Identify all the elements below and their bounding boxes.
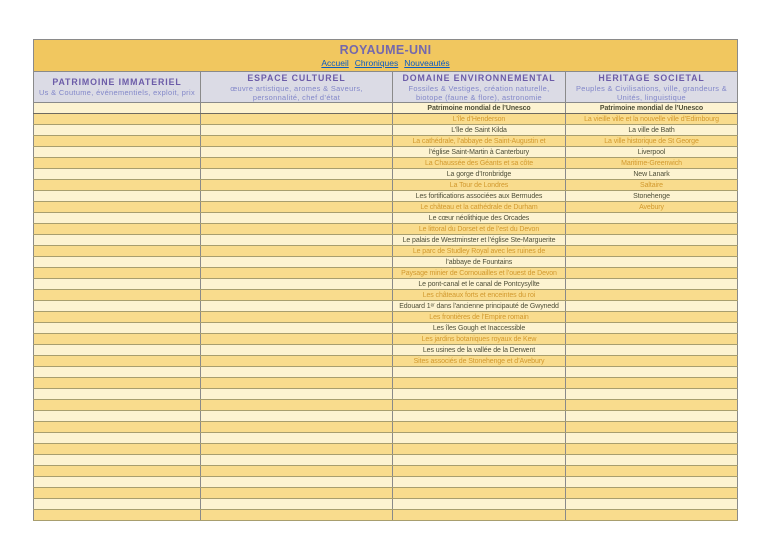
column-title: DOMAINE ENVIRONNEMENTAL — [402, 72, 556, 83]
cell-c1 — [34, 290, 201, 301]
cell-c1 — [34, 301, 201, 312]
column-title: HERITAGE SOCIETAL — [598, 72, 705, 83]
table-row — [34, 433, 738, 444]
table-row — [34, 444, 738, 455]
cell-c4[interactable]: La vieille ville et la nouvelle ville d’Edimbourg — [566, 114, 738, 125]
cell-c4 — [566, 466, 738, 477]
cell-c4[interactable]: La ville de Bath — [566, 125, 738, 136]
cell-c1 — [34, 323, 201, 334]
cell-c2 — [201, 466, 393, 477]
table-row — [34, 323, 738, 334]
cell-c2 — [201, 246, 393, 257]
cell-c2 — [201, 279, 393, 290]
table-row — [34, 180, 738, 191]
cell-c2 — [201, 356, 393, 367]
cell-c3[interactable]: l’église Saint-Martin à Canterbury — [393, 147, 566, 158]
column-title: ESPACE CULTUREL — [247, 72, 346, 83]
cell-c4 — [566, 433, 738, 444]
cell-c3[interactable]: Paysage minier de Cornouailles et l’ouest de Devon — [393, 268, 566, 279]
cell-c4 — [566, 378, 738, 389]
cell-c4 — [566, 345, 738, 356]
table-row — [34, 268, 738, 279]
cell-c3[interactable]: l’abbaye de Fountains — [393, 257, 566, 268]
cell-c1 — [34, 257, 201, 268]
table-row — [34, 114, 738, 125]
cell-c3[interactable]: L’île d’Henderson — [393, 114, 566, 125]
cell-c3 — [393, 433, 566, 444]
cell-c1 — [34, 191, 201, 202]
table-row — [34, 224, 738, 235]
cell-c4 — [566, 224, 738, 235]
cell-c1 — [34, 389, 201, 400]
table-row — [34, 367, 738, 378]
table-row — [34, 400, 738, 411]
cell-c3[interactable]: La Chaussée des Géants et sa côte — [393, 158, 566, 169]
cell-c1 — [34, 268, 201, 279]
table-row — [34, 477, 738, 488]
cell-c3 — [393, 367, 566, 378]
cell-c1 — [34, 433, 201, 444]
cell-c1 — [34, 422, 201, 433]
cell-c1 — [34, 169, 201, 180]
cell-c3 — [393, 488, 566, 499]
cell-c4[interactable]: Liverpool — [566, 147, 738, 158]
cell-c3[interactable]: La cathédrale, l’abbaye de Saint-Augustin et — [393, 136, 566, 147]
cell-c3 — [393, 378, 566, 389]
cell-c2 — [201, 345, 393, 356]
cell-c3[interactable]: Les usines de la vallée de la Derwent — [393, 345, 566, 356]
table-row — [34, 356, 738, 367]
cell-c1 — [34, 246, 201, 257]
cell-c2 — [201, 257, 393, 268]
table-row — [34, 147, 738, 158]
cell-c1 — [34, 499, 201, 510]
table-row — [34, 499, 738, 510]
cell-c2 — [201, 224, 393, 235]
cell-c4 — [566, 246, 738, 257]
column-subtitle: Peuples & Civilisations, ville, grandeurs & Unités, linguistique — [575, 83, 728, 102]
cell-c2 — [201, 235, 393, 246]
cell-c2 — [201, 323, 393, 334]
table-row — [34, 345, 738, 356]
cell-c1 — [34, 125, 201, 136]
cell-c3 — [393, 422, 566, 433]
cell-c2 — [201, 191, 393, 202]
cell-c4 — [566, 323, 738, 334]
cell-c1 — [34, 213, 201, 224]
cell-c2 — [201, 290, 393, 301]
cell-c4 — [566, 444, 738, 455]
cell-c3 — [393, 400, 566, 411]
cell-c4 — [566, 334, 738, 345]
cell-c4 — [566, 301, 738, 312]
cell-c4[interactable]: Patrimoine mondial de l’Unesco — [566, 103, 738, 114]
cell-c4[interactable]: Stonehenge — [566, 191, 738, 202]
cell-c3[interactable]: Le cœur néolithique des Orcades — [393, 213, 566, 224]
table-row — [34, 290, 738, 301]
cell-c1 — [34, 455, 201, 466]
cell-c2 — [201, 114, 393, 125]
cell-c4 — [566, 279, 738, 290]
cell-c4[interactable]: New Lanark — [566, 169, 738, 180]
cell-c2 — [201, 103, 393, 114]
title-row — [34, 40, 738, 72]
cell-c3[interactable]: La Tour de Londres — [393, 180, 566, 191]
cell-c1 — [34, 180, 201, 191]
cell-c1 — [34, 202, 201, 213]
cell-c4 — [566, 235, 738, 246]
table-row — [34, 334, 738, 345]
cell-c2 — [201, 400, 393, 411]
cell-c3[interactable]: Edouard 1ᵉʳ dans l’ancienne principauté de Gwynedd — [393, 301, 566, 312]
cell-c2 — [201, 213, 393, 224]
cell-c2 — [201, 389, 393, 400]
cell-c4 — [566, 356, 738, 367]
table-row — [34, 279, 738, 290]
cell-c3[interactable]: Patrimoine mondial de l’Unesco — [393, 103, 566, 114]
cell-c2 — [201, 312, 393, 323]
cell-c3 — [393, 499, 566, 510]
page-title: ROYAUME-UNI — [339, 43, 432, 57]
cell-c3 — [393, 444, 566, 455]
cell-c2 — [201, 499, 393, 510]
cell-c3 — [393, 389, 566, 400]
cell-c3[interactable]: Les îles Gough et Inaccessible — [393, 323, 566, 334]
cell-c1 — [34, 477, 201, 488]
cell-c4 — [566, 257, 738, 268]
table-row — [34, 169, 738, 180]
heritage-table — [33, 39, 738, 521]
cell-c4 — [566, 411, 738, 422]
column-header-espace-culturel — [201, 72, 393, 103]
nav-link-chroniques[interactable]: Chroniques — [354, 58, 399, 68]
cell-c4[interactable]: Saltaire — [566, 180, 738, 191]
table-row — [34, 213, 738, 224]
cell-c1 — [34, 356, 201, 367]
cell-c2 — [201, 433, 393, 444]
cell-c3[interactable]: Les châteaux forts et enceintes du roi — [393, 290, 566, 301]
table-row — [34, 488, 738, 499]
table-body — [34, 103, 738, 521]
cell-c4 — [566, 290, 738, 301]
cell-c2 — [201, 334, 393, 345]
cell-c2 — [201, 510, 393, 521]
cell-c1 — [34, 136, 201, 147]
cell-c3[interactable]: La gorge d’Ironbridge — [393, 169, 566, 180]
table-row — [34, 257, 738, 268]
cell-c1 — [34, 334, 201, 345]
cell-c1 — [34, 488, 201, 499]
table-row — [34, 510, 738, 521]
cell-c2 — [201, 411, 393, 422]
cell-c1 — [34, 400, 201, 411]
worksheet — [33, 39, 737, 521]
nav-link-nouveautes[interactable]: Nouveautés — [404, 58, 450, 68]
table-row — [34, 191, 738, 202]
cell-c4 — [566, 367, 738, 378]
cell-c1 — [34, 378, 201, 389]
table-row — [34, 389, 738, 400]
cell-c1 — [34, 510, 201, 521]
cell-c4[interactable]: Maritime-Greenwich — [566, 158, 738, 169]
cell-c1 — [34, 279, 201, 290]
cell-c3[interactable]: Les frontières de l’Empire romain — [393, 312, 566, 323]
cell-c3[interactable]: Le palais de Westminster et l’église Ste-Marguerite — [393, 235, 566, 246]
cell-c1 — [34, 312, 201, 323]
cell-c2 — [201, 136, 393, 147]
cell-c2 — [201, 147, 393, 158]
cell-c1 — [34, 235, 201, 246]
cell-c3[interactable]: Le littoral du Dorset et de l’est du Devon — [393, 224, 566, 235]
cell-c4 — [566, 268, 738, 279]
table-row — [34, 422, 738, 433]
table-row — [34, 136, 738, 147]
cell-c2 — [201, 169, 393, 180]
table-row — [34, 411, 738, 422]
column-header-domaine-environnemental — [393, 72, 566, 103]
table-row — [34, 103, 738, 114]
cell-c1 — [34, 158, 201, 169]
cell-c3[interactable]: Sites associés de Stonehenge et d’Avebury — [393, 356, 566, 367]
cell-c1 — [34, 114, 201, 125]
column-header-heritage-societal — [566, 72, 738, 103]
cell-c1 — [34, 444, 201, 455]
cell-c2 — [201, 180, 393, 191]
cell-c3[interactable]: Les jardins botaniques royaux de Kew — [393, 334, 566, 345]
cell-c2 — [201, 125, 393, 136]
table-row — [34, 466, 738, 477]
title-band — [34, 40, 738, 72]
cell-c3 — [393, 477, 566, 488]
cell-c2 — [201, 301, 393, 312]
cell-c4 — [566, 510, 738, 521]
cell-c2 — [201, 455, 393, 466]
cell-c4 — [566, 455, 738, 466]
table-row — [34, 235, 738, 246]
cell-c3 — [393, 455, 566, 466]
cell-c1 — [34, 411, 201, 422]
table-row — [34, 312, 738, 323]
cell-c3 — [393, 466, 566, 477]
cell-c1 — [34, 367, 201, 378]
table-row — [34, 301, 738, 312]
cell-c3 — [393, 510, 566, 521]
cell-c2 — [201, 488, 393, 499]
cell-c3[interactable]: L’île de Saint Kilda — [393, 125, 566, 136]
table-row — [34, 125, 738, 136]
column-title: PATRIMOINE IMMATERIEL — [52, 77, 182, 87]
cell-c1 — [34, 224, 201, 235]
cell-c3[interactable]: Le parc de Studley Royal avec les ruines de — [393, 246, 566, 257]
cell-c1 — [34, 345, 201, 356]
cell-c3[interactable]: Le pont-canal et le canal de Pontcysyllte — [393, 279, 566, 290]
cell-c4 — [566, 400, 738, 411]
column-subtitle: œuvre artistique, aromes & Saveurs, personnalité, chef d’état — [230, 83, 363, 102]
cell-c2 — [201, 444, 393, 455]
table-row — [34, 202, 738, 213]
table-row — [34, 378, 738, 389]
cell-c1 — [34, 147, 201, 158]
column-header-row — [34, 72, 738, 103]
cell-c1 — [34, 103, 201, 114]
cell-c4 — [566, 499, 738, 510]
cell-c4[interactable]: Avebury — [566, 202, 738, 213]
cell-c2 — [201, 477, 393, 488]
cell-c3 — [393, 411, 566, 422]
table-row — [34, 158, 738, 169]
cell-c3[interactable]: Le château et la cathédrale de Durham — [393, 202, 566, 213]
table-row — [34, 246, 738, 257]
cell-c2 — [201, 202, 393, 213]
cell-c2 — [201, 268, 393, 279]
cell-c4 — [566, 422, 738, 433]
cell-c4 — [566, 312, 738, 323]
cell-c4 — [566, 488, 738, 499]
cell-c1 — [34, 466, 201, 477]
nav-link-accueil[interactable]: Accueil — [321, 58, 349, 68]
table-row — [34, 455, 738, 466]
cell-c4 — [566, 213, 738, 224]
cell-c2 — [201, 367, 393, 378]
cell-c4 — [566, 477, 738, 488]
cell-c4 — [566, 389, 738, 400]
column-subtitle: Fossiles & Vestiges, création naturelle, biotope (faune & flore), astronomie — [408, 83, 550, 102]
column-subtitle: Us & Coutume, événementiels, exploit, prix — [39, 88, 196, 97]
column-header-patrimoine-immateriel — [34, 72, 201, 103]
cell-c2 — [201, 422, 393, 433]
cell-c2 — [201, 378, 393, 389]
nav-links — [34, 58, 737, 71]
cell-c2 — [201, 158, 393, 169]
cell-c4[interactable]: La ville historique de St George — [566, 136, 738, 147]
cell-c3[interactable]: Les fortifications associées aux Bermudes — [393, 191, 566, 202]
